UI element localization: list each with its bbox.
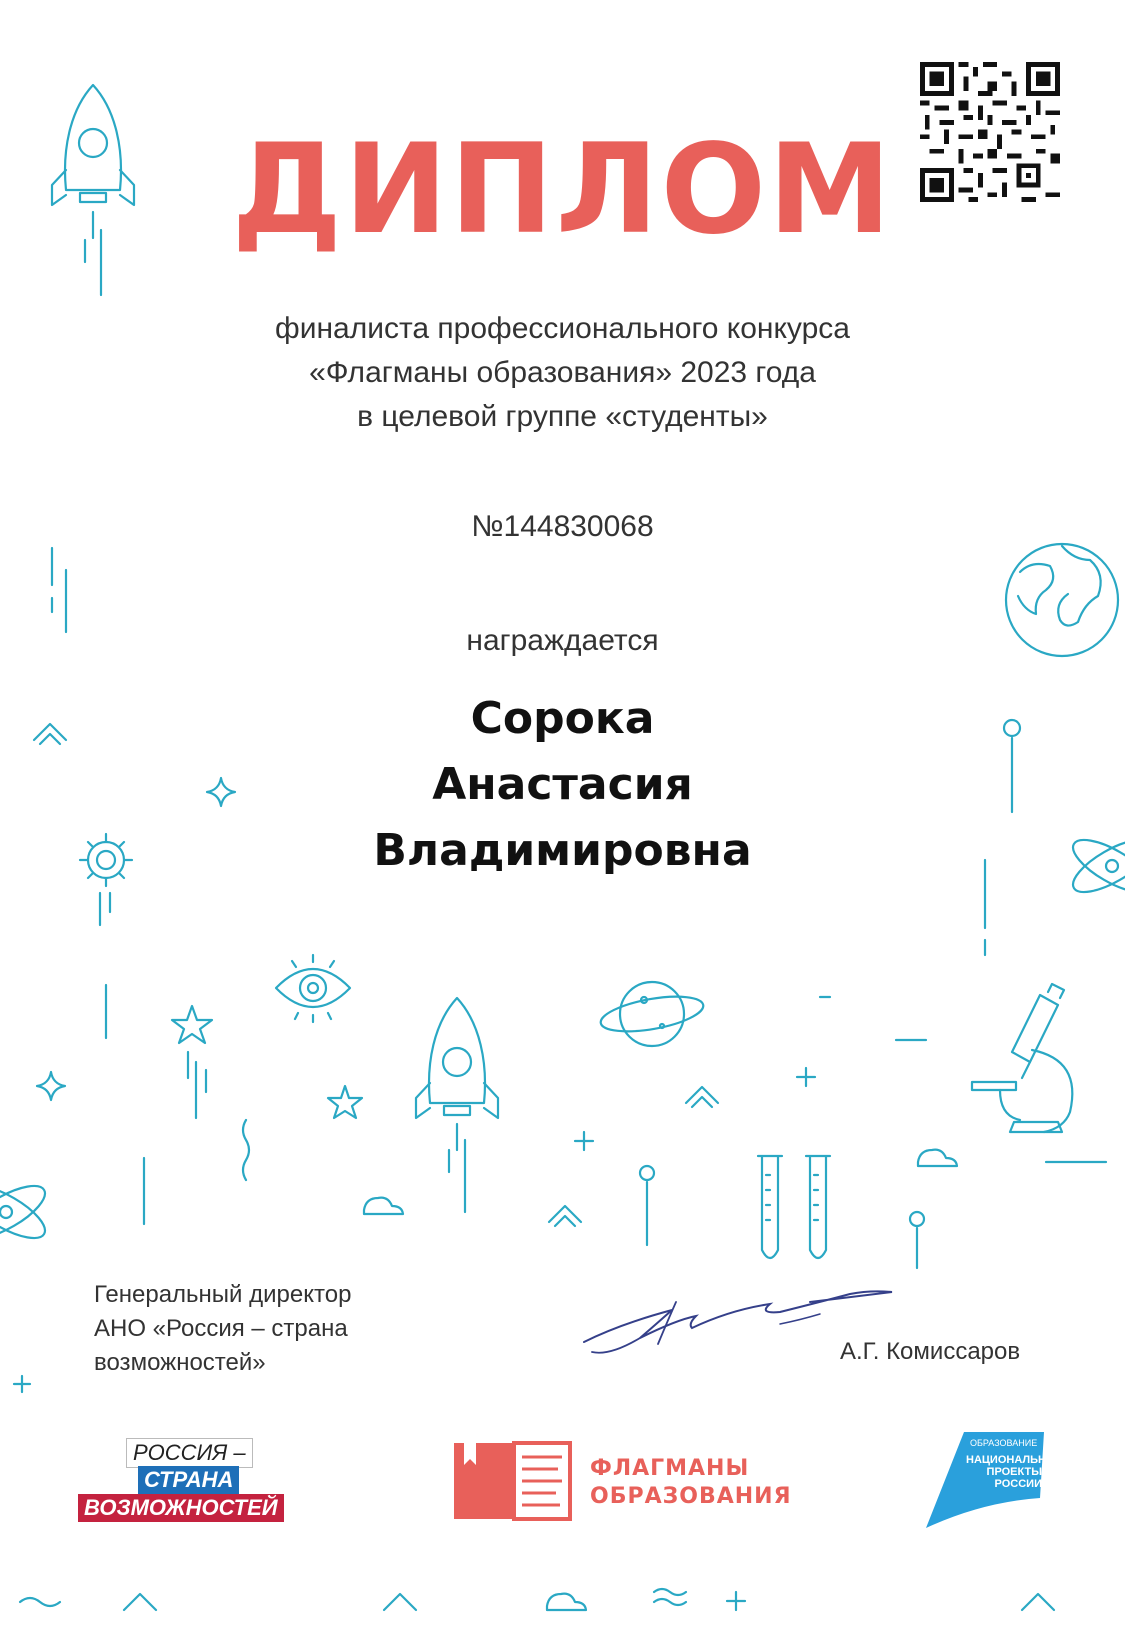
subtitle-line: в целевой группе «студенты» bbox=[357, 400, 768, 433]
planet-icon bbox=[598, 982, 706, 1046]
test-tubes-icon bbox=[758, 1156, 830, 1258]
recipient-patronymic: Владимировна bbox=[373, 825, 752, 876]
star-icon bbox=[172, 1006, 212, 1118]
signer-name: А.Г. Комиссаров bbox=[840, 1338, 1021, 1365]
book-icon bbox=[450, 1435, 580, 1525]
logo-text: ВОЗМОЖНОСТЕЙ bbox=[78, 1494, 284, 1522]
logo-text: РОССИИ bbox=[994, 1478, 1042, 1490]
microscope-icon bbox=[972, 984, 1072, 1132]
recipient-name bbox=[0, 686, 1125, 884]
awarded-label: награждается bbox=[466, 624, 659, 657]
diploma-title: ДИПЛОМ bbox=[231, 118, 894, 262]
national-projects-logo bbox=[922, 1428, 1065, 1530]
flagmany-logo bbox=[450, 1435, 790, 1525]
signer-position bbox=[94, 1278, 351, 1380]
logo-text: ФЛАГМАНЫ bbox=[590, 1456, 750, 1481]
signer-line: возможностей» bbox=[94, 1349, 266, 1376]
recipient-first-name: Анастасия bbox=[432, 759, 693, 810]
logo-text: ПРОЕКТЫ bbox=[986, 1466, 1042, 1478]
chevron-up-icon bbox=[124, 1594, 156, 1610]
star-icon bbox=[328, 1086, 362, 1118]
logo-text: СТРАНА bbox=[138, 1466, 239, 1494]
flagmany-logo-text bbox=[590, 1455, 792, 1511]
cloud-icon bbox=[364, 1198, 403, 1214]
recipient-last-name: Сорока bbox=[470, 693, 655, 744]
diploma-number: №144830068 bbox=[471, 510, 654, 543]
eye-icon bbox=[276, 955, 350, 1022]
national-projects-text bbox=[966, 1454, 1065, 1490]
atom-icon bbox=[0, 1176, 52, 1248]
rocket-icon bbox=[416, 998, 498, 1212]
russia-land-of-opportunity-logo bbox=[78, 1438, 308, 1528]
chevron-up-icon bbox=[1022, 1594, 1054, 1610]
logo-text: ОБРАЗОВАНИЕ bbox=[970, 1438, 1038, 1448]
cloud-icon bbox=[547, 1594, 586, 1610]
logo-text: РОССИЯ – bbox=[126, 1438, 253, 1468]
logo-text: ОБРАЗОВАНИЯ bbox=[590, 1484, 792, 1509]
chevron-up-icon bbox=[686, 1087, 718, 1107]
diploma-subtitle bbox=[0, 307, 1125, 439]
cloud-icon bbox=[918, 1150, 957, 1166]
sparkle-icon bbox=[37, 1072, 65, 1100]
subtitle-line: «Флагманы образования» 2023 года bbox=[309, 356, 816, 389]
signer-line: Генеральный директор bbox=[94, 1281, 352, 1308]
logo-text: НАЦИОНАЛЬНЫЕ bbox=[966, 1454, 1065, 1466]
subtitle-line: финалиста профессионального конкурса bbox=[275, 312, 850, 345]
chevron-up-icon bbox=[384, 1594, 416, 1610]
chevron-up-icon bbox=[549, 1206, 581, 1226]
signer-line: АНО «Россия – страна bbox=[94, 1315, 348, 1342]
